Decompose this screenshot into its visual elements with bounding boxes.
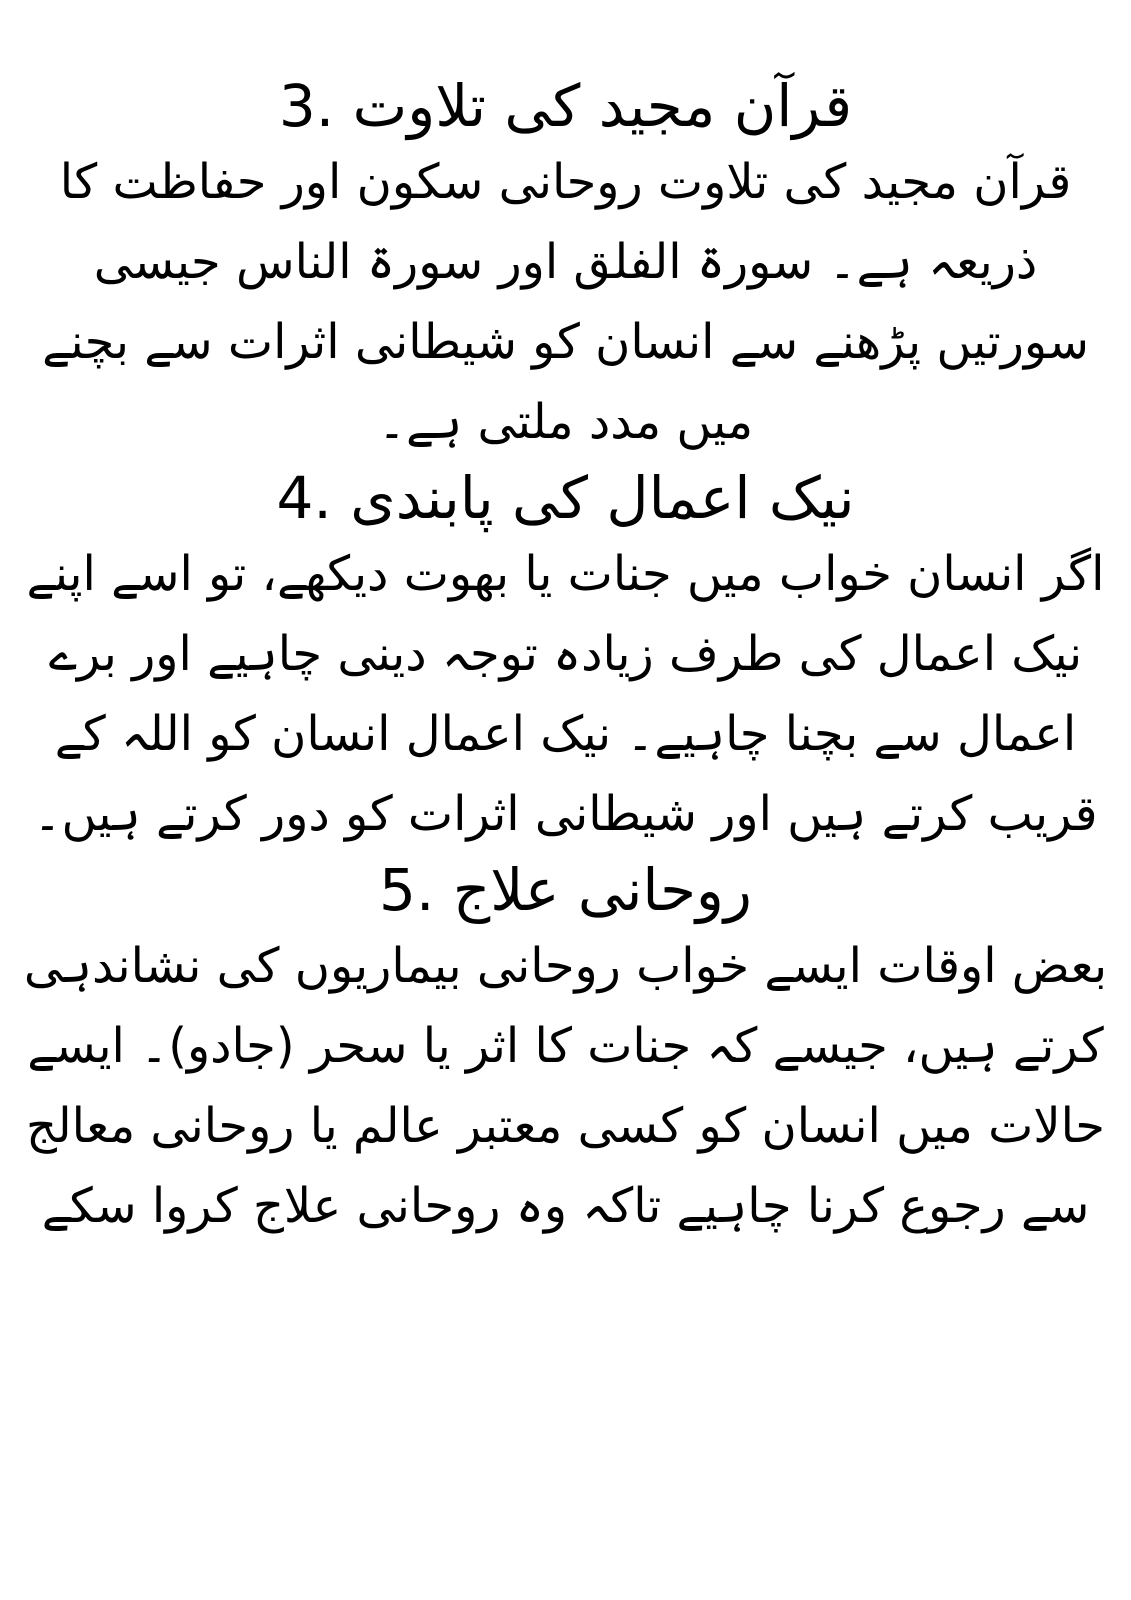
- section-heading: قرآن مجید کی تلاوت .3: [278, 72, 853, 140]
- section-good-deeds: [0, 462, 1131, 854]
- section-heading: نیک اعمال کی پابندی .4: [276, 464, 855, 532]
- section-spiritual-treatment: [0, 854, 1131, 1246]
- document-page: [0, 70, 1131, 1246]
- section-quran-recitation: [0, 70, 1131, 462]
- section-paragraph: قرآن مجید کی تلاوت روحانی سکون اور حفاظت کا ذریعہ ہے۔ سورۃ الفلق اور سورۃ الناس جیسی سورتیں پڑھنے سے انسان کو شیطانی اثرات سے بچنے میں مدد ملتی ہے۔: [42, 154, 1089, 450]
- section-paragraph: اگر انسان خواب میں جنات یا بھوت دیکھے، تو اسے اپنے نیک اعمال کی طرف زیادہ توجہ دینی چاہیے اور برے اعمال سے بچنا چاہیے۔ نیک اعمال انسان کو اللہ کے قریب کرتے ہیں اور شیطانی اثرات کو دور کرتے ہیں۔: [26, 546, 1105, 842]
- section-heading: روحانی علاج .5: [379, 856, 752, 924]
- section-paragraph: بعض اوقات ایسے خواب روحانی بیماریوں کی نشاندہی کرتے ہیں، جیسے کہ جنات کا اثر یا سحر (جادو)۔ ایسے حالات میں انسان کو کسی معتبر عالم یا روحانی معالج سے رجوع کرنا چاہیے تاکہ وہ روحانی علاج کروا سکے: [23, 938, 1108, 1234]
